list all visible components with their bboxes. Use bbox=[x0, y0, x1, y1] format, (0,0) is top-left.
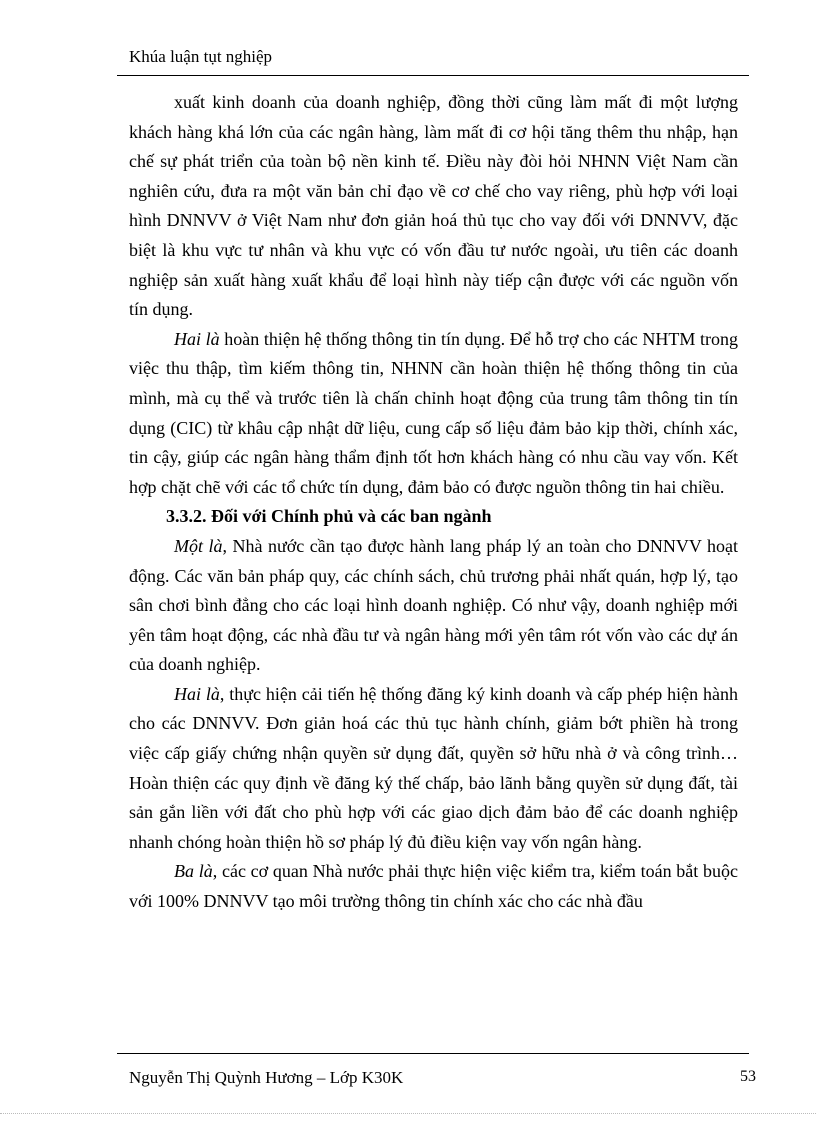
paragraph-3-text: , Nhà nước cần tạo được hành lang pháp lý an toàn cho DNNVV hoạt động. Các văn bản pháp quy, các chính sách, chủ trương phải nhất quán, hợp lý, tạo sân chơi bình đẳng cho các loại hình doanh nghiệp. Có như vậy, doanh nghiệp mới yên tâm hoạt động, các nhà đầu tư và ngân hàng mới yên tâm rót vốn vào các dự án của doanh nghiệp. bbox=[129, 535, 738, 675]
paragraph-4-lead: Hai là bbox=[174, 683, 220, 704]
page-body bbox=[129, 88, 738, 917]
header-divider bbox=[117, 75, 749, 76]
paragraph-5-lead: Ba là bbox=[174, 861, 213, 882]
paragraph-4-text: , thực hiện cải tiến hệ thống đăng ký kinh doanh và cấp phép hiện hành cho các DNNVV. Đơn giản hoá các thủ tục hành chính, giảm bớt phiền hà trong việc cấp giấy chứng nhận quyền sử dụng đất, quyền sở hữu nhà ở và công trình… Hoàn thiện các quy định về đăng ký thế chấp, bảo lãnh bằng quyền sử dụng đất, tài sản gắn liền với đất cho phù hợp với các giao dịch đảm bảo để các doanh nghiệp nhanh chóng hoàn thiện hồ sơ pháp lý đủ điều kiện vay vốn ngân hàng. bbox=[129, 683, 738, 852]
paragraph-2 bbox=[129, 325, 738, 503]
section-heading: 3.3.2. Đối với Chính phủ và các ban ngành bbox=[166, 506, 492, 527]
footer-author: Nguyễn Thị Quỳnh Hương – Lớp K30K bbox=[129, 1068, 404, 1087]
paragraph-4 bbox=[129, 680, 738, 858]
paragraph-3-lead: Một là bbox=[174, 535, 223, 556]
paragraph-2-text: hoàn thiện hệ thống thông tin tín dụng. Để hỗ trợ cho các NHTM trong việc thu thập, tìm kiếm thông tin, NHNN cần hoàn thiện hệ thống thông tin của mình, mà cụ thể và trước tiên là chấn chỉnh hoạt động của trung tâm thông tin tín dụng (CIC) từ khâu cập nhật dữ liệu, cung cấp số liệu đảm bảo kịp thời, chính xác, tin cậy, giúp các ngân hàng thẩm định tốt hơn khách hàng có nhu cầu vay vốn. Kết hợp chặt chẽ với các tổ chức tín dụng, đảm bảo có được nguồn thông tin hai chiều. bbox=[129, 328, 738, 497]
paragraph-3 bbox=[129, 532, 738, 680]
running-header: Khúa luận tụt nghiệp bbox=[129, 47, 273, 66]
paragraph-5-text: , các cơ quan Nhà nước phải thực hiện việc kiểm tra, kiểm toán bắt buộc với 100% DNNVV tạo môi trường thông tin chính xác cho các nhà đầu bbox=[129, 861, 739, 912]
page-number: 53 bbox=[740, 1068, 756, 1085]
paragraph-2-lead: Hai là bbox=[174, 328, 220, 349]
paragraph-5 bbox=[129, 857, 738, 916]
footer-divider bbox=[117, 1053, 749, 1054]
page-edge-divider bbox=[0, 1113, 816, 1114]
paragraph-1: xuất kinh doanh của doanh nghiệp, đồng thời cũng làm mất đi một lượng khách hàng khá lớn của các ngân hàng, làm mất đi cơ hội tăng thêm thu nhập, hạn chế sự phát triển của toàn bộ nền kinh tế. Điều này đòi hỏi NHNN Việt Nam cần nghiên cứu, đưa ra một văn bản chỉ đạo về cơ chế cho vay riêng, phù hợp với loại hình DNNVV ở Việt Nam như đơn giản hoá thủ tục cho vay đối với DNNVV, đặc biệt là khu vực tư nhân và khu vực có vốn đầu tư nước ngoài, ưu tiên các doanh nghiệp sản xuất hàng xuất khẩu để loại hình này tiếp cận được với các nguồn vốn tín dụng. bbox=[129, 92, 738, 320]
